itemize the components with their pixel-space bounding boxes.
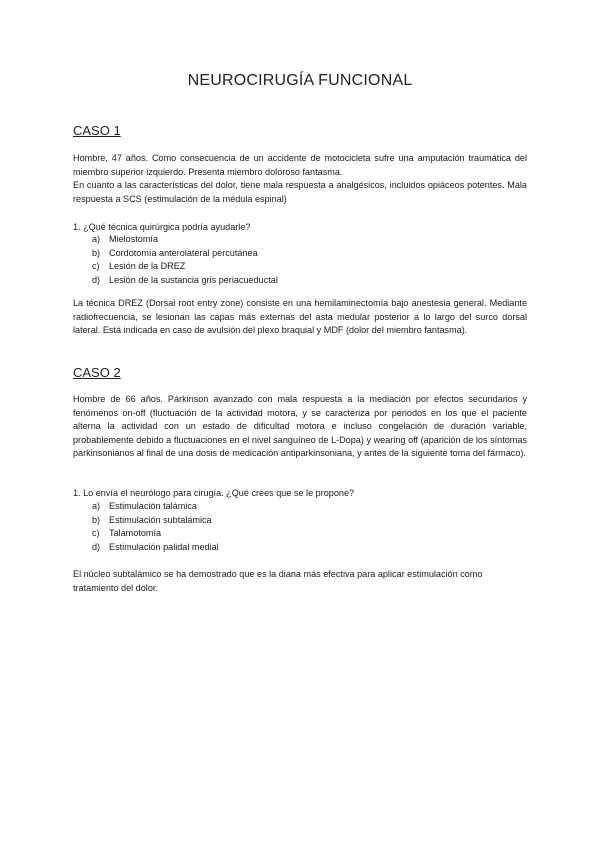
- case2-description: Hombre de 66 años. Párkinson avanzado con mala respuesta a la mediación por efectos secundarios y fenómenos on-off (fluctuación de la actividad motora, y se caracteriza por periodos en los que el paciente alterna la actividad con un estado de dificultad motora e incluso congelación de duración variable, probablemente debido a fluctuaciones en el nivel sanguíneo de L-Dopa) y wearing off (aparición de los síntomas parkinsonianos al final de una dosis de medicación antiparkinsoniana, y antes de la siguiente toma del fármaco).: [73, 394, 527, 458]
- case2-options: [92, 500, 219, 554]
- case2-answer: El núcleo subtalámico se ha demostrado que es la diana más efectiva para aplicar estimulación como tratamiento del dolor.: [73, 569, 483, 593]
- case2-question: 1. Lo envía el neurólogo para cirugía. ¿Qué crees que se le propone?: [73, 488, 355, 498]
- case1-option-c: c) Lesión de la DREZ: [92, 261, 186, 271]
- case1-option-b: b) Cordotomía anterolateral percutánea: [92, 247, 258, 258]
- case1-options: [92, 233, 278, 287]
- case1-option-a: a) Mielostomía: [92, 234, 159, 244]
- case2-heading: CASO 2: [73, 365, 121, 380]
- case1-question: 1. ¿Qué técnica quirúrgica podría ayudarle?: [73, 222, 251, 232]
- case2-option-d: d) Estimulación palidal medial: [92, 541, 219, 552]
- case1-description-2: En cuanto a las características del dolor, tiene mala respuesta a analgésicos, incluidos opiáceos potentes. Mala respuesta a SCS (estimulación de la médula espinal): [73, 180, 527, 204]
- case1-option-d: d) Lesión de la sustancia gris periacueductal: [92, 274, 278, 285]
- case1-heading: CASO 1: [73, 123, 121, 138]
- case2-option-b: b) Estimulación subtalámica: [92, 514, 212, 525]
- case2-option-a: a) Estimulación talámica: [92, 501, 197, 511]
- page-title: NEUROCIRUGÍA FUNCIONAL: [187, 72, 413, 89]
- case1-description-1: Hombre, 47 años. Como consecuencia de un accidente de motocicleta sufre una amputación traumática del miembro superior izquierdo. Presenta miembro doloroso fantasma.: [73, 153, 527, 177]
- case1-answer: La técnica DREZ (Dorsal root entry zone) consiste en una hemilaminectomía bajo anestesia general. Mediante radiofrecuencia, se lesionan las capas más externas del asta medular posterior a lo largo del surco dorsal lateral. Está indicada en caso de avulsión del plexo braquial y MDF (dolor del miembro fantasma).: [73, 298, 527, 335]
- case2-option-c: c) Talamotomía: [92, 528, 162, 538]
